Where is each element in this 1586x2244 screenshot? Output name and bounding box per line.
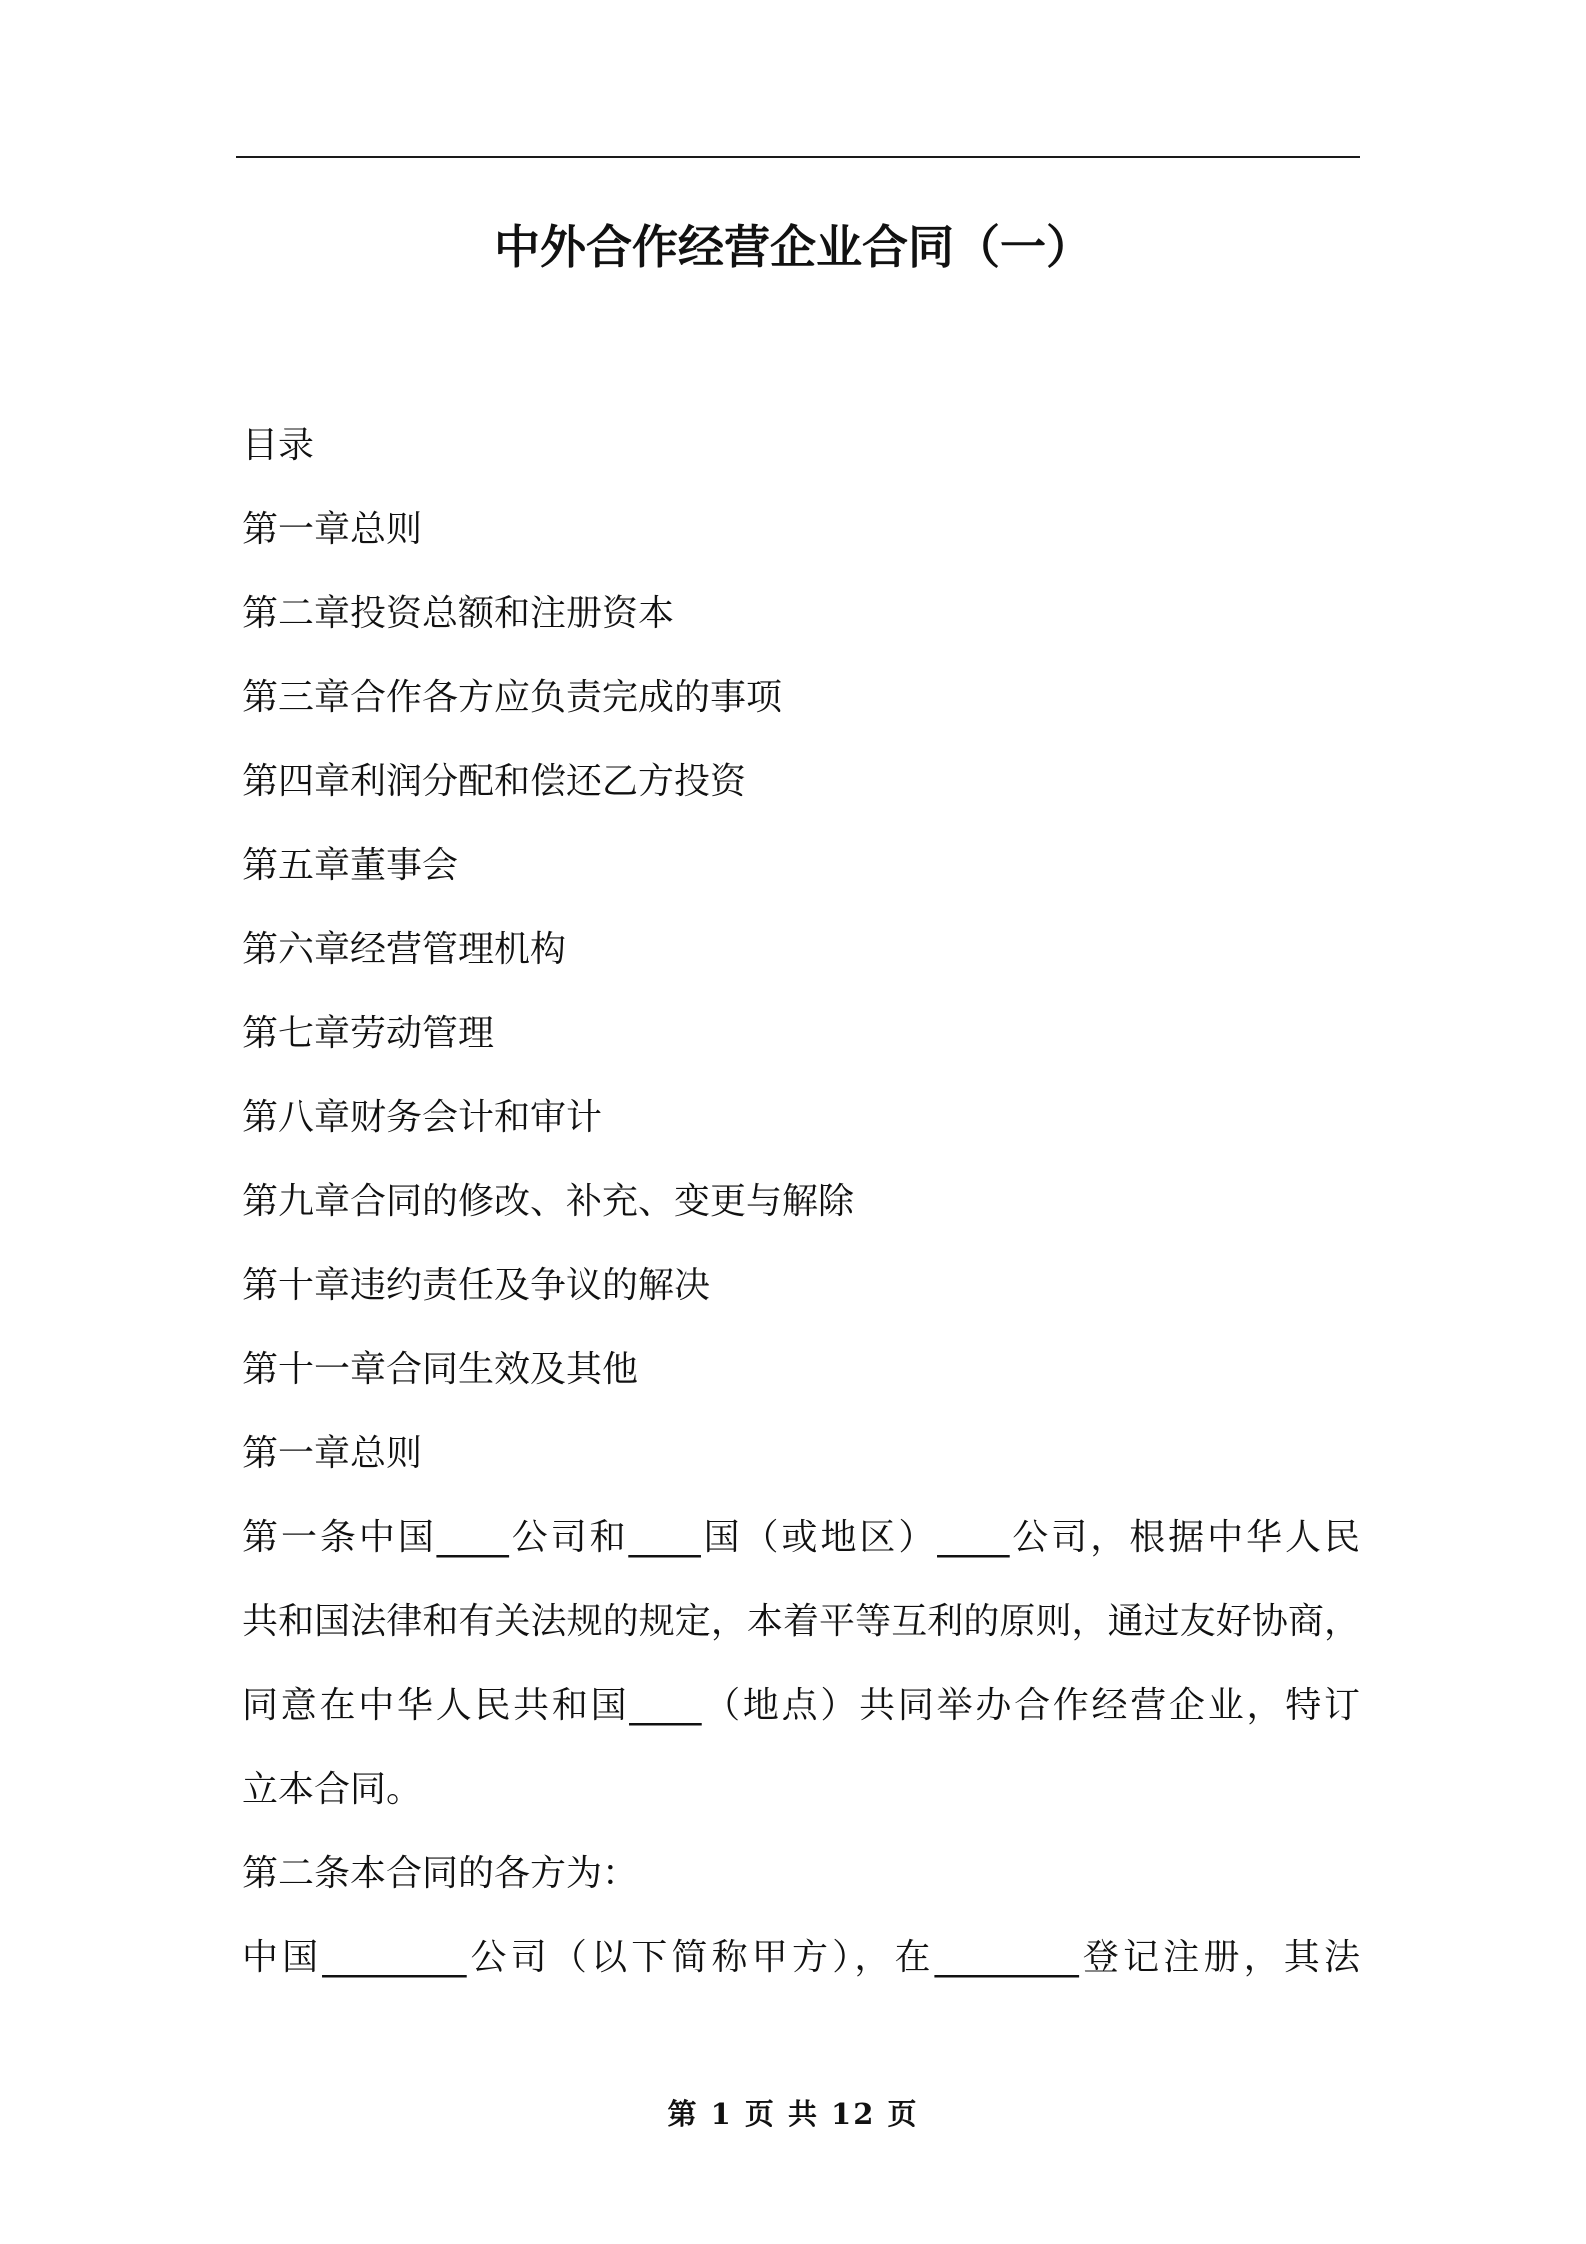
article-2-heading: 第二条本合同的各方为： xyxy=(242,1853,639,1894)
table-of-contents xyxy=(242,488,1360,1412)
toc-item: 第三章合作各方应负责完成的事项 xyxy=(242,677,783,718)
toc-item: 第六章经营管理机构 xyxy=(242,929,567,970)
toc-item: 第四章利润分配和偿还乙方投资 xyxy=(242,761,747,802)
chapter-heading: 第一章总则 xyxy=(242,1433,423,1474)
header-rule xyxy=(236,156,1360,158)
toc-item: 第一章总则 xyxy=(242,509,423,550)
document-body xyxy=(242,404,1360,2000)
toc-heading: 目录 xyxy=(242,425,315,466)
paragraph-line: 共和国法律和有关法规的规定，本着平等互利的原则，通过友好协商， xyxy=(242,1601,1360,1642)
document-title: 中外合作经营企业合同（一） xyxy=(494,220,1092,274)
toc-item: 第七章劳动管理 xyxy=(242,1013,495,1054)
paragraph-line: 第一条中国____公司和____国（或地区）____公司，根据中华人民 xyxy=(242,1517,1360,1558)
article-2-line: 中国________公司（以下简称甲方），在________登记注册，其法 xyxy=(242,1937,1360,1978)
toc-item: 第八章财务会计和审计 xyxy=(242,1097,603,1138)
toc-item: 第十章违约责任及争议的解决 xyxy=(242,1265,711,1306)
paragraph-line: 同意在中华人民共和国____（地点）共同举办合作经营企业，特订 xyxy=(242,1685,1360,1726)
toc-item: 第十一章合同生效及其他 xyxy=(242,1349,639,1390)
toc-item: 第五章董事会 xyxy=(242,845,459,886)
page-number-footer: 第 1 页 共 12 页 xyxy=(667,2097,919,2131)
toc-item: 第二章投资总额和注册资本 xyxy=(242,593,675,634)
toc-item: 第九章合同的修改、补充、变更与解除 xyxy=(242,1181,855,1222)
article-1-paragraph xyxy=(242,1496,1360,1832)
paragraph-line: 立本合同。 xyxy=(242,1769,423,1810)
